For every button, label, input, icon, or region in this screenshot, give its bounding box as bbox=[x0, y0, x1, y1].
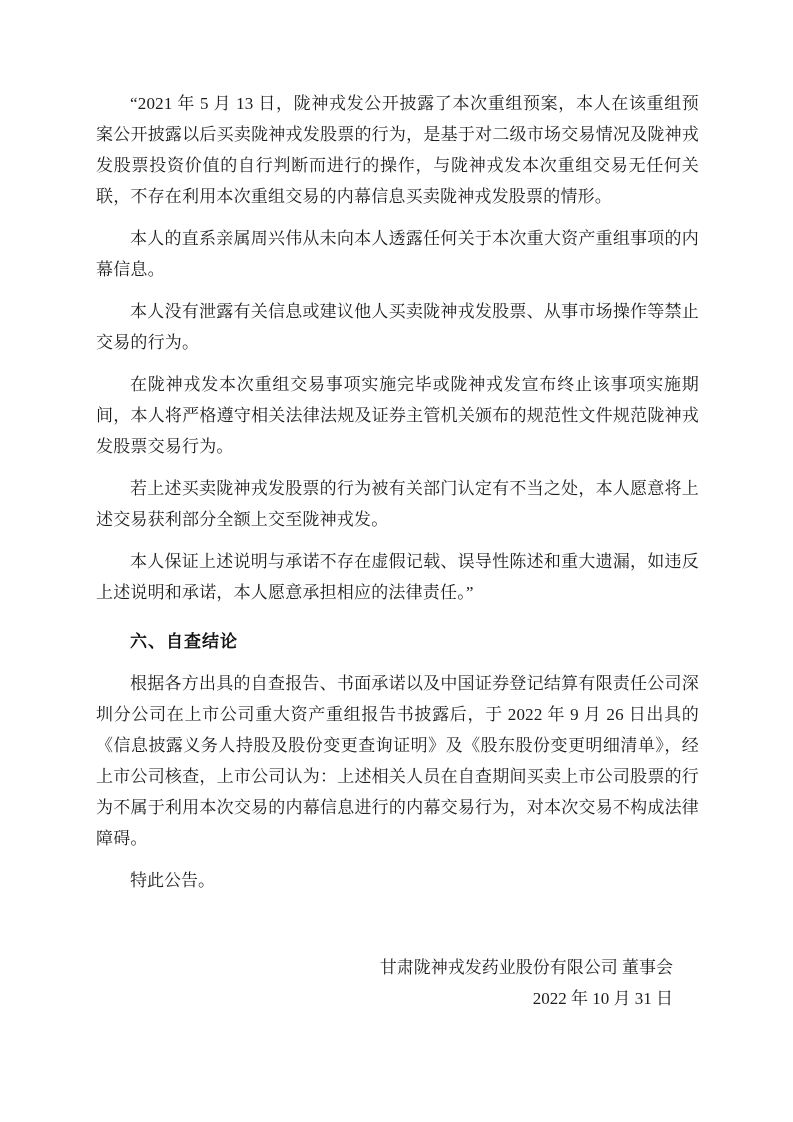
signature-block bbox=[96, 952, 699, 1014]
conclusion-paragraph: 根据各方出具的自查报告、书面承诺以及中国证券登记结算有限责任公司深圳分公司在上市公司重大资产重组报告书披露后，于 2022 年 9 月 26 日出具的《信息披露义务人持股及股份变更查询证明》及《股东股份变更明细清单》，经上市公司核查，上市公司认为：上述相关人员在自查期间买卖上市公司股票的行为不属于利用本次交易的内幕信息进行的内幕交易行为，对本次交易不构成法律障碍。 bbox=[96, 674, 699, 848]
commitment-paragraph-1: “2021 年 5 月 13 日，陇神戎发公开披露了本次重组预案，本人在该重组预案公开披露以后买卖陇神戎发股票的行为，是基于对二级市场交易情况及陇神戎发股票投资价值的自行判断而进行的操作，与陇神戎发本次重组交易无任何关联，不存在利用本次重组交易的内幕信息买卖陇神戎发股票的情形。 bbox=[96, 94, 699, 206]
closing-announcement-line: 特此公告。 bbox=[130, 871, 215, 890]
commitment-paragraph-3: 本人没有泄露有关信息或建议他人买卖陇神戎发股票、从事市场操作等禁止交易的行为。 bbox=[96, 302, 699, 352]
commitment-paragraph-6: 本人保证上述说明与承诺不存在虚假记载、误导性陈述和重大遗漏，如违反上述说明和承诺，本人愿意承担相应的法律责任。” bbox=[96, 552, 699, 602]
section-heading-self-check-conclusion: 六、自查结论 bbox=[130, 632, 238, 651]
commitment-paragraph-4: 在陇神戎发本次重组交易事项实施完毕或陇神戎发宣布终止该事项实施期间，本人将严格遵守相关法律法规及证券主管机关颁布的规范性文件规范陇神戎发股票交易行为。 bbox=[96, 375, 699, 456]
signature-company-line: 甘肃陇神戎发药业股份有限公司 董事会 bbox=[379, 958, 673, 977]
commitment-paragraph-2: 本人的直系亲属周兴伟从未向本人透露任何关于本次重大资产重组事项的内幕信息。 bbox=[96, 229, 699, 279]
commitment-paragraph-5: 若上述买卖陇神戎发股票的行为被有关部门认定有不当之处，本人愿意将上述交易获利部分全额上交至陇神戎发。 bbox=[96, 479, 699, 529]
document-content bbox=[96, 88, 699, 1014]
signature-date-line: 2022 年 10 月 31 日 bbox=[532, 989, 673, 1008]
